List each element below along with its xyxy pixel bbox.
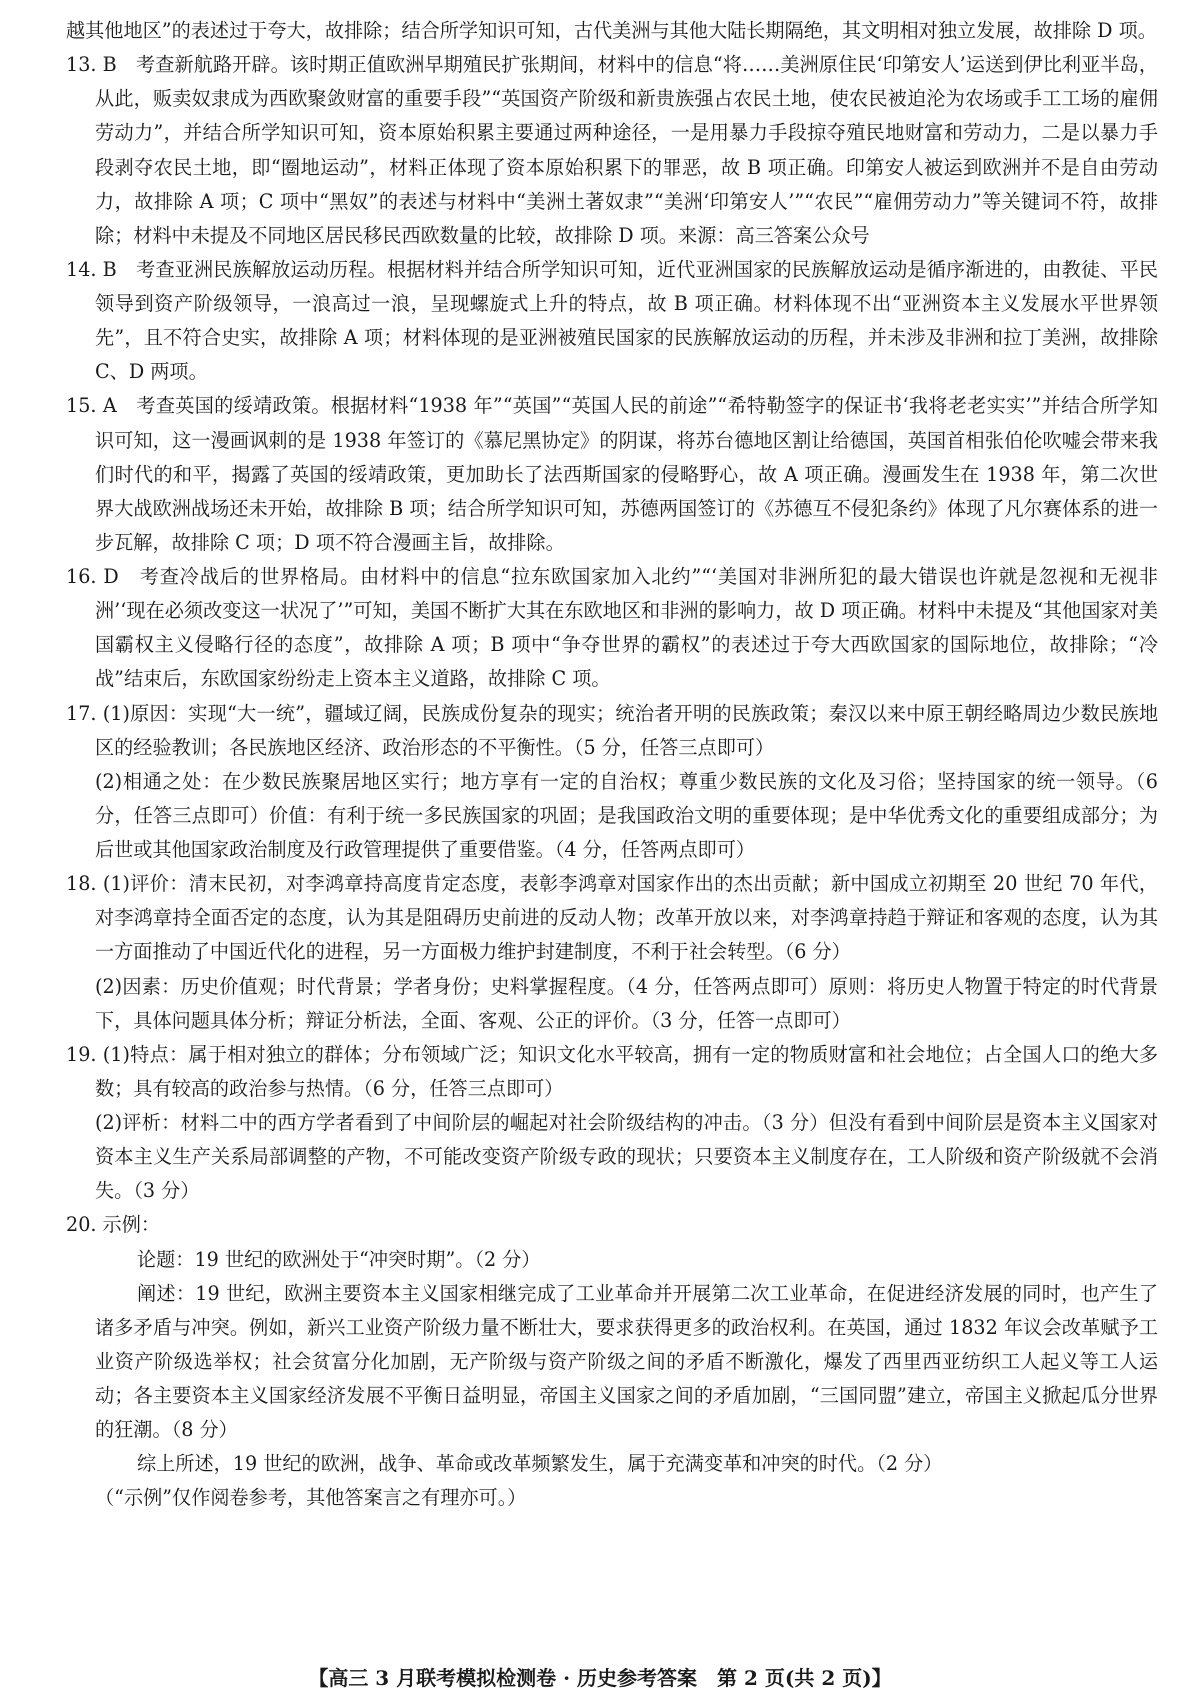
- answer-paragraph-q20-note: （“示例”仅作阅卷参考，其他答案言之有理亦可。）: [95, 1486, 527, 1510]
- answer-paragraph-q19a: 19. (1)特点：属于相对独立的群体；分布领域广泛；知识文化水平较高，拥有一定的物质财富和社会地位；占全国人口的绝大多数；具有较高的政治参与热情。（6 分，任答三点即可）: [66, 1042, 1158, 1100]
- answer-paragraph-q15: 15. A 考查英国的绥靖政策。根据材料“1938 年”“英国”“英国人民的前途”“希特勒签字的保证书‘我将老老实实’”并结合所学知识可知，这一漫画讽刺的是 1938 年签订的《慕尼黑协定》的阴谋，将苏台德地区割让给德国，英国首相张伯伦吹嘘会带来我们时代的和平，揭露了英国的绥靖政策，更加助长了法西斯国家的侵略野心，故 A 项正确。漫画发生在 1938 年，第二次世界大战欧洲战场还未开始，故排除 B 项；结合所学知识可知，苏德两国签订的《苏德互不侵犯条约》体现了凡尔赛体系的进一步瓦解，故排除 C 项；D 项不符合漫画主旨，故排除。: [66, 394, 1158, 554]
- answer-paragraph-q20-topic: 论题：19 世纪的欧洲处于“冲突时期”。（2 分）: [137, 1247, 541, 1271]
- answer-paragraph-q20-sum: 综上所述，19 世纪的欧洲，战争、革命或改革频繁发生，属于充满变革和冲突的时代。（2 分）: [137, 1452, 943, 1476]
- answer-paragraph-q20-argue: 阐述：19 世纪，欧洲主要资本主义国家相继完成了工业革命并开展第二次工业革命，在促进经济发展的同时，也产生了诸多矛盾与冲突。例如，新兴工业资产阶级力量不断壮大，要求获得更多的政治权利。在英国，通过 1832 年议会改革赋予工业资产阶级选举权；社会贫富分化加剧，无产阶级与资产阶级之间的矛盾不断激化，爆发了西里西亚纺织工人起义等工人运动；各主要资本主义国家经济发展不平衡日益明显，帝国主义国家之间的矛盾加剧，“三国同盟”建立，帝国主义掀起瓜分世界的狂潮。（8 分）: [95, 1281, 1158, 1442]
- answer-paragraph-p-cont: 越其他地区”的表述过于夸大，故排除；结合所学知识可知，古代美洲与其他大陆长期隔绝，其文明相对独立发展，故排除 D 项。: [66, 19, 1157, 42]
- answer-paragraph-q18b: (2)因素：历史价值观；时代背景；学者身份；史料掌握程度。（4 分，任答两点即可）原则：将历史人物置于特定的时代背景下，具体问题具体分析；辩证分析法，全面、客观、公正的评价。（3 分，任答一点即可）: [95, 974, 1158, 1032]
- answer-content: [66, 14, 1158, 1516]
- answer-paragraph-q19b: (2)评析：材料二中的西方学者看到了中间阶层的崛起对社会阶级结构的冲击。（3 分）但没有看到中间阶层是资本主义国家对资本主义生产关系局部调整的产物，不可能改变资产阶级专政的现状；只要资本主义制度存在，工人阶级和资产阶级就不会消失。（3 分）: [95, 1111, 1158, 1203]
- answer-paragraph-q20: 20. 示例：: [66, 1213, 161, 1237]
- answer-paragraph-q13: 13. B 考查新航路开辟。该时期正值欧洲早期殖民扩张期间，材料中的信息“将……美洲原住民‘印第安人’运送到伊比利亚半岛，从此，贩卖奴隶成为西欧聚敛财富的重要手段”“英国资产阶级和新贵族强占农民土地，使农民被迫沦为农场或手工工场的雇佣劳动力”，并结合所学知识可知，资本原始积累主要通过两种途径，一是用暴力手段掠夺殖民地财富和劳动力，二是以暴力手段剥夺农民土地，即“圈地运动”，材料正体现了资本原始积累下的罪恶，故 B 项正确。印第安人被运到欧洲并不是自由劳动力，故排除 A 项；C 项中“黑奴”的表述与材料中“美洲土著奴隶”“美洲‘印第安人’”“农民”“雇佣劳动力”等关键词不符，故排除；材料中未提及不同地区居民移民西欧数量的比较，故排除 D 项。来源：高三答案公众号: [66, 53, 1158, 247]
- page-footer: 【高三 3 月联考模拟检测卷 · 历史参考答案 第 2 页(共 2 页)】: [308, 1666, 892, 1690]
- answer-paragraph-q17a: 17. (1)原因：实现“大一统”，疆域辽阔，民族成份复杂的现实；统治者开明的民族政策；秦汉以来中原王朝经略周边少数民族地区的经验教训；各民族地区经济、政治形态的不平衡性。（5 分，任答三点即可）: [66, 701, 1158, 759]
- answer-paragraph-q17b: (2)相通之处：在少数民族聚居地区实行；地方享有一定的自治权；尊重少数民族的文化及习俗；坚持国家的统一领导。（6 分，任答三点即可）价值：有利于统一多民族国家的巩固；是我国政治文明的重要体现；是中华优秀文化的重要组成部分；为后世或其他国家政治制度及行政管理提供了重要借鉴。（4 分，任答两点即可）: [95, 769, 1158, 861]
- answer-paragraph-q18a: 18. (1)评价：清末民初，对李鸿章持高度肯定态度，表彰李鸿章对国家作出的杰出贡献；新中国成立初期至 20 世纪 70 年代，对李鸿章持全面否定的态度，认为其是阻碍历史前进的反动人物；改革开放以来，对李鸿章持趋于辩证和客观的态度，认为其一方面推动了中国近代化的进程，另一方面极力维护封建制度，不利于社会转型。（6 分）: [66, 872, 1158, 964]
- answer-paragraph-q14: 14. B 考查亚洲民族解放运动历程。根据材料并结合所学知识可知，近代亚洲国家的民族解放运动是循序渐进的，由教徒、平民领导到资产阶级领导，一浪高过一浪，呈现螺旋式上升的特点，故 B 项正确。材料体现不出“亚洲资本主义发展水平世界领先”，且不符合史实，故排除 A 项；材料体现的是亚洲被殖民国家的民族解放运动的历程，并未涉及非洲和拉丁美洲，故排除 C、D 两项。: [66, 257, 1158, 384]
- answer-paragraph-q16: 16. D 考查冷战后的世界格局。由材料中的信息“拉东欧国家加入北约”“‘美国对非洲所犯的最大错误也许就是忽视和无视非洲’‘现在必须改变这一状况了’”可知，美国不断扩大其在东欧地区和非洲的影响力，故 D 项正确。材料中未提及“其他国家对美国霸权主义侵略行径的态度”，故排除 A 项；B 项中“争夺世界的霸权”的表述过于夸大西欧国家的国际地位，故排除；“冷战”结束后，东欧国家纷纷走上资本主义道路，故排除 C 项。: [66, 565, 1158, 691]
